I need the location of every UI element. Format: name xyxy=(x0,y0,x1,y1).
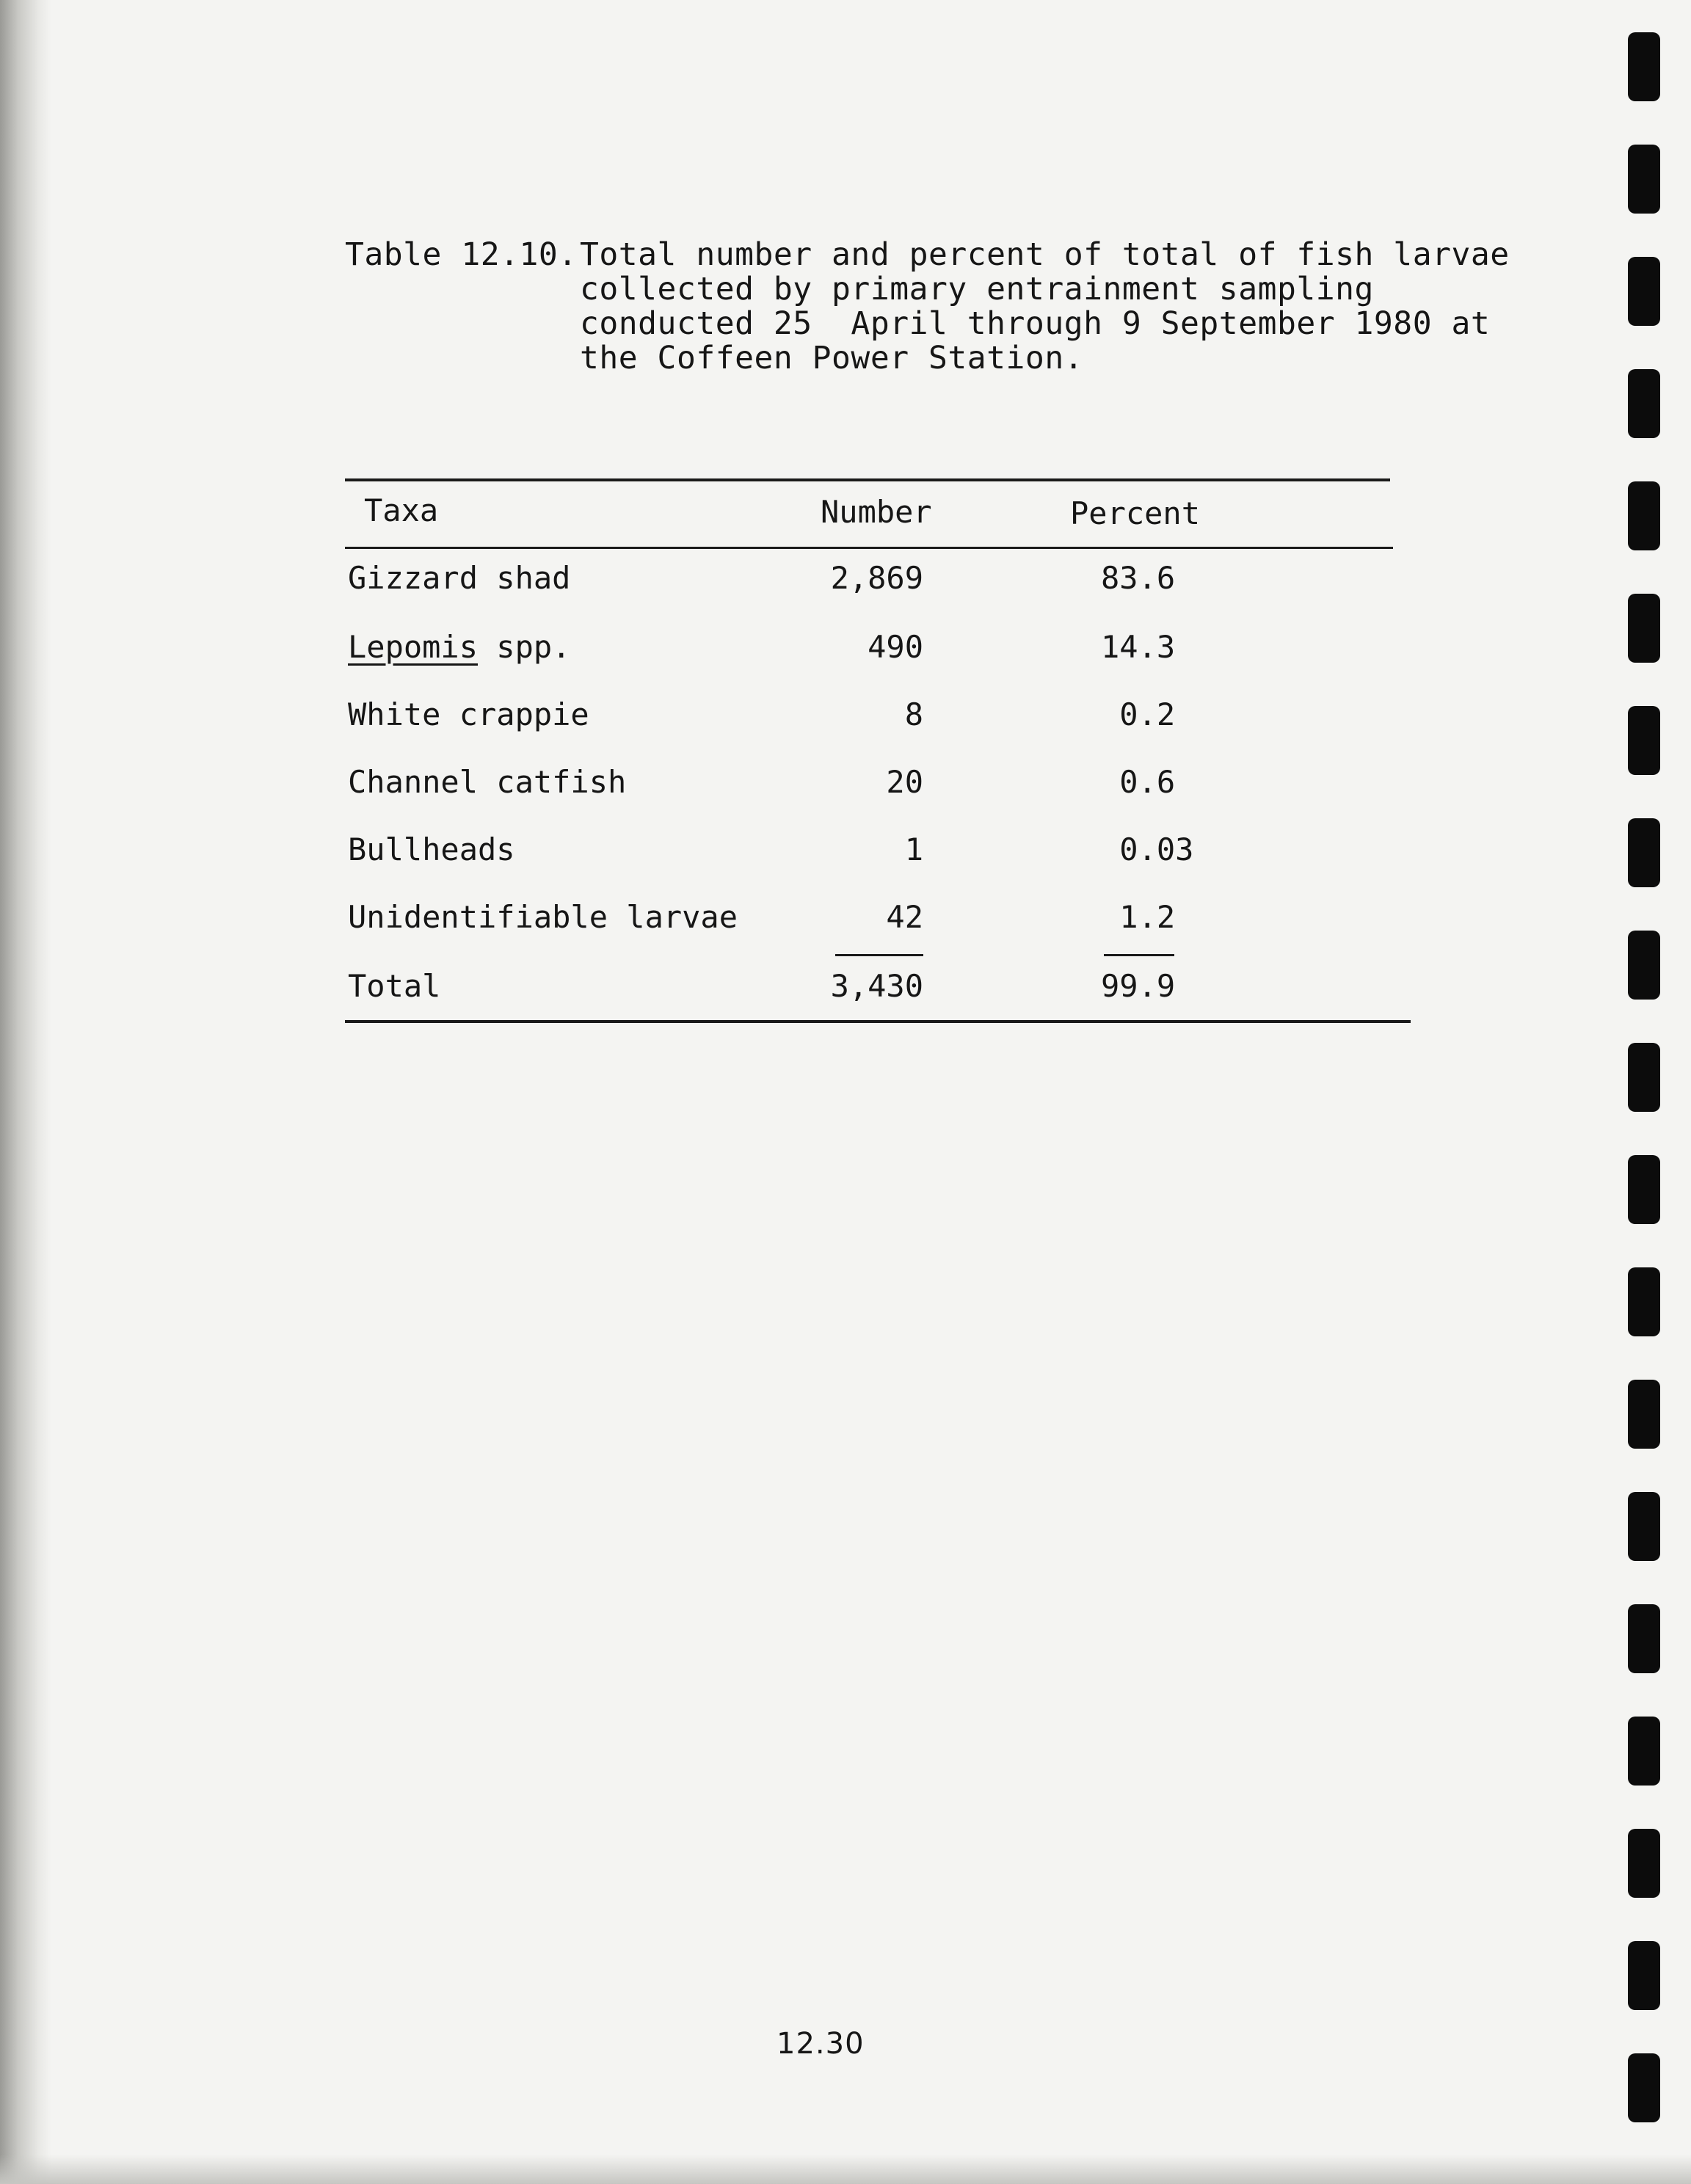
binding-hole xyxy=(1628,1267,1660,1336)
cell-total-percent: 99.9 xyxy=(1101,968,1176,1004)
header-taxa: Taxa xyxy=(364,492,439,528)
caption-line: conducted 25 April through 9 September 1980 at xyxy=(580,305,1491,342)
taxa-name: White crappie xyxy=(348,696,589,732)
table-top-rule xyxy=(345,478,1390,481)
cell-taxa xyxy=(348,697,589,732)
cell-total-label: Total xyxy=(348,968,441,1004)
cell-taxa xyxy=(348,561,570,596)
table-row xyxy=(0,561,1691,605)
cell-percent: 83.6 xyxy=(1101,560,1176,596)
cell-percent: 14.3 xyxy=(1101,629,1176,665)
table-row xyxy=(0,765,1691,809)
header-percent: Percent xyxy=(1070,495,1201,531)
cell-number: 490 xyxy=(868,629,923,665)
cell-taxa xyxy=(348,765,626,800)
table-number-label: Table 12.10. xyxy=(345,236,578,273)
header-number: Number xyxy=(821,494,932,530)
cell-percent: 0.03 xyxy=(1101,831,1194,867)
cell-taxa xyxy=(348,832,515,867)
binding-punch-strip xyxy=(1603,0,1691,2184)
sum-rule-percent xyxy=(1104,954,1174,956)
cell-percent: 1.2 xyxy=(1101,899,1176,935)
binding-hole xyxy=(1628,32,1660,101)
table-row xyxy=(0,900,1691,944)
binding-hole xyxy=(1628,1155,1660,1224)
page-number: 12.30 xyxy=(777,2027,865,2061)
cell-number: 20 xyxy=(886,764,923,800)
binding-hole xyxy=(1628,369,1660,438)
table-header-rule xyxy=(345,547,1393,549)
table-caption-text xyxy=(580,236,1510,376)
table-row xyxy=(0,630,1691,674)
binding-hole xyxy=(1628,2053,1660,2122)
taxa-name: spp. xyxy=(478,629,571,665)
table-bottom-rule xyxy=(345,1020,1411,1023)
binding-hole xyxy=(1628,1717,1660,1786)
binding-hole xyxy=(1628,145,1660,214)
sum-rule-number xyxy=(835,954,923,956)
caption-line: collected by primary entrainment sampling xyxy=(580,271,1374,307)
cell-total-number: 3,430 xyxy=(830,968,923,1004)
cell-taxa xyxy=(348,900,738,935)
binding-hole xyxy=(1628,1380,1660,1449)
cell-number: 1 xyxy=(904,831,923,867)
cell-number: 2,869 xyxy=(830,560,923,596)
binding-hole xyxy=(1628,481,1660,550)
binding-hole xyxy=(1628,257,1660,326)
binding-hole xyxy=(1628,1829,1660,1898)
taxa-name: Bullheads xyxy=(348,831,515,867)
cell-taxa xyxy=(348,630,570,665)
taxa-name: Channel catfish xyxy=(348,764,627,800)
table-row xyxy=(0,697,1691,741)
taxa-name: Unidentifiable larvae xyxy=(348,899,738,935)
caption-line: the Coffeen Power Station. xyxy=(580,340,1084,376)
binding-hole xyxy=(1628,1043,1660,1112)
taxa-name: Gizzard shad xyxy=(348,560,571,596)
cell-number: 42 xyxy=(886,899,923,935)
binding-hole xyxy=(1628,1604,1660,1673)
binding-hole xyxy=(1628,1492,1660,1561)
binding-hole xyxy=(1628,1941,1660,2010)
cell-percent: 0.2 xyxy=(1101,696,1176,732)
table-total-row xyxy=(0,969,1691,1013)
taxa-genus: Lepomis xyxy=(348,629,479,665)
caption-line: Total number and percent of total of fish larvae xyxy=(580,236,1510,273)
scan-bottom-shadow xyxy=(0,2155,1691,2184)
cell-percent: 0.6 xyxy=(1101,764,1176,800)
table-row xyxy=(0,832,1691,876)
cell-number: 8 xyxy=(904,696,923,732)
scan-edge-shadow xyxy=(0,0,51,2184)
